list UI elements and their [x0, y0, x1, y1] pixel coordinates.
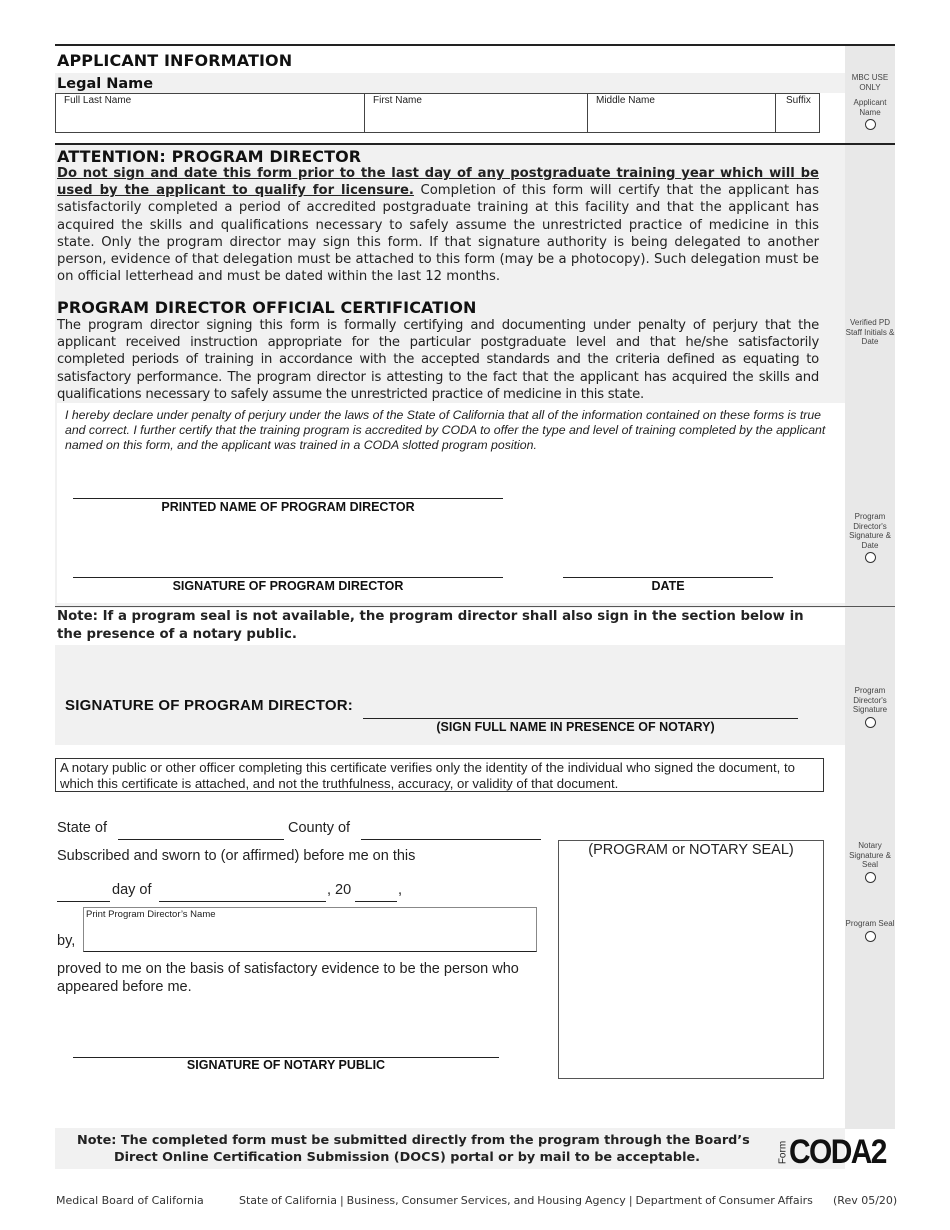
notary-pd-signature-line[interactable] [363, 698, 798, 719]
middle-name-label: Middle Name [596, 95, 655, 106]
date-line[interactable] [563, 558, 773, 578]
year-comma: , [398, 882, 403, 898]
state-line[interactable] [118, 822, 284, 840]
county-of-label: County of [288, 820, 351, 836]
attention-title: ATTENTION: PROGRAM DIRECTOR [57, 147, 362, 166]
form-id: CODA2 [789, 1133, 886, 1171]
seal-box [558, 840, 824, 1079]
pd-signature-circle[interactable] [865, 717, 876, 728]
print-pd-name-field[interactable] [83, 907, 537, 952]
subscribed-text: Subscribed and sworn to (or affirmed) before me on this [57, 848, 416, 864]
certification-text: The program director signing this form is formally certifying and documenting under penalty of perjury that the applicant received instruction appropriate for the particular postgraduate level and that he/she satisfactorily completed periods of training in accordance with the accepted standards and the criteria defined as equating to satisfactory performance. The program director is attesting to the fact that the applicant has acquired the skills and qualifications necessary to safely assume the unrestricted practice of medicine in this state. [57, 318, 819, 402]
pd-sig-date-circle[interactable] [865, 552, 876, 563]
year-line[interactable] [355, 884, 397, 902]
verified-staff-label: Verified PD Staff Initials & Date [845, 318, 895, 346]
last-name-field[interactable] [56, 94, 365, 132]
program-seal-circle[interactable] [865, 931, 876, 942]
program-seal-check: Program Seal [845, 919, 895, 942]
applicant-name-circle[interactable] [865, 119, 876, 130]
top-rule [55, 44, 895, 46]
sign-full-name-caption: (SIGN FULL NAME IN PRESENCE OF NOTARY) [436, 720, 715, 734]
footer-board: Medical Board of California [56, 1194, 204, 1207]
notary-sig-seal-circle[interactable] [865, 872, 876, 883]
legal-name-fields [55, 93, 820, 133]
notary-disclaimer: A notary public or other officer completing this certificate verifies only the identity of the individual who signed the document, to which this certificate is attached, and not the truthfulness, accuracy, or validity of that document. [55, 758, 824, 792]
footer-note [55, 1132, 755, 1166]
footer-note-line1: Note: The completed form must be submitted directly from the program through the Board’s [77, 1133, 750, 1148]
form-word-wrap [776, 1137, 788, 1169]
last-name-label: Full Last Name [64, 95, 132, 106]
first-name-label: First Name [373, 95, 422, 106]
seal-box-label: (PROGRAM or NOTARY SEAL) [588, 842, 794, 858]
seal-note: Note: If a program seal is not available, the program director shall also sign in the section below in the presence of a notary public. [57, 609, 804, 642]
print-pd-name-label: Print Program Director’s Name [86, 909, 216, 920]
notary-pd-signature-label: SIGNATURE OF PROGRAM DIRECTOR: [65, 697, 353, 714]
pd-signature-caption: SIGNATURE OF PROGRAM DIRECTOR [172, 579, 404, 593]
suffix-label: Suffix [786, 95, 811, 106]
attention-body: Completion of this form will certify that the applicant has satisfactorily completed a period of accredited postgraduate training at this facility and that the applicant has acquired the skills and qualifications necessary to safely assume the unrestricted practice of medicine in this state. Only the program director may sign this form. If that signature authority is being delegated to another person, evidence of that delegation must be attached to this form (may be a photocopy). Such delegation must be on official letterhead and must be dated within the last 12 months. [57, 183, 819, 285]
footer-rev: (Rev 05/20) [833, 1194, 898, 1207]
legal-name-label: Legal Name [57, 76, 154, 92]
footer-note-line2: Direct Online Certification Submission (DOCS) portal or by mail to be acceptable. [114, 1150, 701, 1165]
year-prefix: , 20 [327, 882, 352, 898]
notary-signature-caption: SIGNATURE OF NOTARY PUBLIC [186, 1058, 386, 1072]
notary-signature-line[interactable] [73, 1038, 499, 1058]
proved-text: proved to me on the basis of satisfactory evidence to be the person who appeared before me. [57, 961, 519, 995]
mbc-use-column [845, 44, 895, 1129]
declaration-text: I hereby declare under penalty of perjury under the laws of the State of California that all of the information contained on these forms is true and correct. I further certify that the training program is accredited by CODA to offer the type and level of training completed by the applicant named on this form, and the applicant was trained in a CODA slotted program position. [65, 408, 826, 452]
suffix-field[interactable] [776, 94, 819, 132]
month-line[interactable] [159, 884, 326, 902]
first-name-field[interactable] [365, 94, 588, 132]
mbc-use-only-label: MBC USE ONLY [851, 73, 889, 92]
pd-signature-check: Program Director's Signature [845, 686, 895, 728]
printed-name-caption: PRINTED NAME OF PROGRAM DIRECTOR [161, 500, 415, 514]
printed-name-line[interactable] [73, 479, 503, 499]
state-of-label: State of [57, 820, 107, 836]
day-of-label: day of [112, 882, 152, 898]
county-line[interactable] [361, 822, 541, 840]
certification-title: PROGRAM DIRECTOR OFFICIAL CERTIFICATION [57, 298, 477, 317]
pd-signature-line[interactable] [73, 558, 503, 578]
note-rule [55, 606, 895, 607]
attention-text [57, 165, 819, 285]
day-line[interactable] [57, 884, 110, 902]
middle-name-field[interactable] [588, 94, 776, 132]
pd-sig-date-check: Program Director's Signature & Date [845, 512, 895, 563]
notary-sig-seal-check: Notary Signature & Seal [845, 841, 895, 883]
legal-name-band [55, 73, 845, 93]
footer-agency: State of California | Business, Consumer Services, and Housing Agency | Department of Consumer Affairs [239, 1194, 813, 1207]
by-label: by, [57, 933, 76, 949]
form-word: Form [777, 1140, 789, 1165]
attention-warning: Do not sign and date this form prior to the last day of any postgraduate training year which will be used by the applicant to qualify for licensure. [57, 166, 819, 199]
date-caption: DATE [651, 579, 685, 593]
applicant-name-check: Applicant Name [845, 98, 895, 130]
applicant-info-title: APPLICANT INFORMATION [57, 51, 293, 70]
